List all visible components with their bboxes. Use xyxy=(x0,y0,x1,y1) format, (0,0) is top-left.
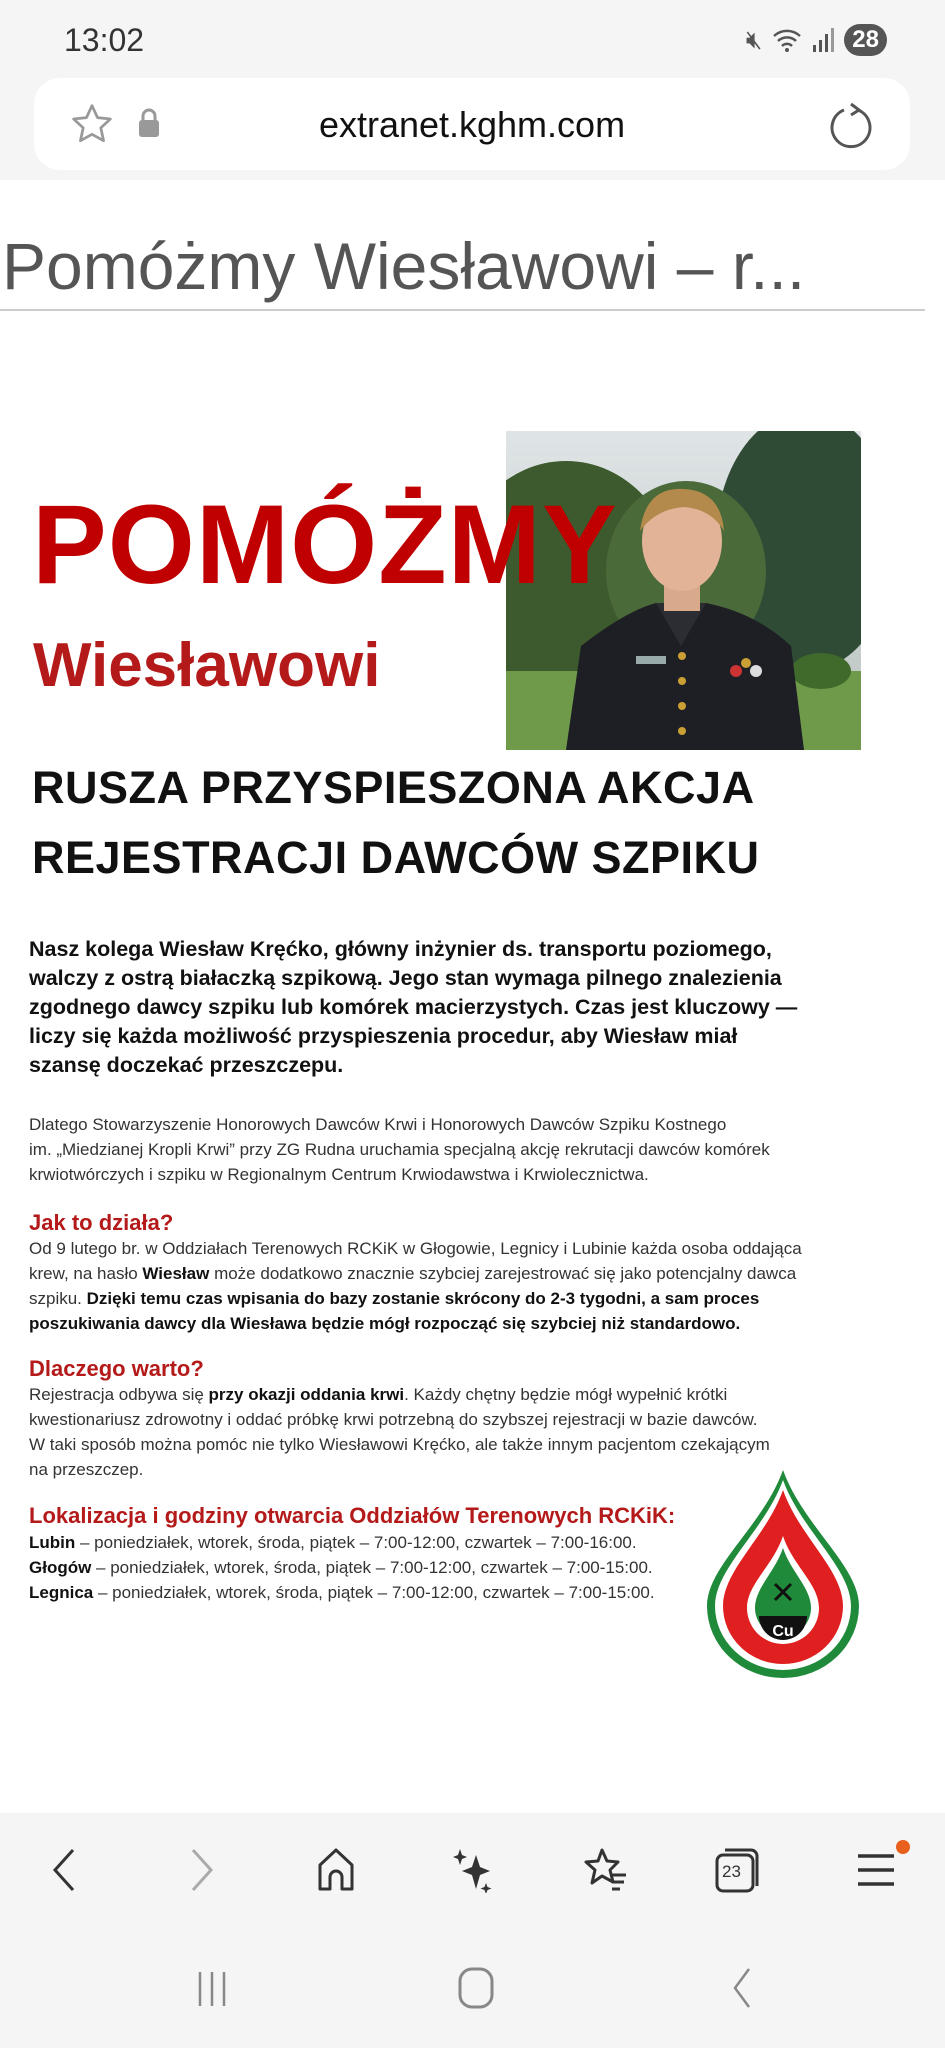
text-line xyxy=(29,1162,770,1187)
forward-button[interactable] xyxy=(172,1840,232,1900)
section-title-why: Dlaczego warto? xyxy=(29,1356,204,1381)
page-title: Pomóżmy Wiesławowi – r... xyxy=(2,229,806,303)
text-segment: szpiku. xyxy=(29,1289,87,1308)
wifi-icon xyxy=(772,27,802,53)
text-segment: na przeszczep. xyxy=(29,1460,144,1479)
text-line xyxy=(29,1112,770,1137)
battery-indicator: 28 xyxy=(844,24,887,56)
star-list-icon xyxy=(582,1847,630,1893)
why-paragraph xyxy=(29,1382,770,1482)
system-back-button[interactable] xyxy=(712,1960,772,2016)
intro-paragraph xyxy=(29,1112,770,1187)
bold-text: liczy się każda możliwość przyspieszenia procedur, aby Wiesław miał xyxy=(29,1024,738,1048)
section-title-locations: Lokalizacja i godziny otwarcia Oddziałów Terenowych RCKiK: xyxy=(29,1503,676,1528)
back-button[interactable] xyxy=(34,1840,94,1900)
tabs-count: 23 xyxy=(722,1862,741,1881)
chevron-left-icon xyxy=(49,1847,79,1893)
text-line xyxy=(29,1311,802,1336)
how-paragraph xyxy=(29,1236,802,1336)
clock: 13:02 xyxy=(64,22,145,58)
text-line xyxy=(29,1407,770,1432)
status-icons xyxy=(746,24,887,56)
bold-text: Nasz kolega Wiesław Kręćko, główny inżynier ds. transportu poziomego, xyxy=(29,937,772,961)
text-line xyxy=(29,1457,770,1482)
recent-apps-icon xyxy=(192,1968,232,2008)
bold-text: Lubin xyxy=(29,1533,76,1552)
bold-text: Głogów xyxy=(29,1558,92,1577)
text-segment: kwestionariusz zdrowotny i oddać próbkę krwi potrzebną do szybszej rejestracji w bazie dawców. xyxy=(29,1410,758,1429)
bold-text: Legnica xyxy=(29,1583,94,1602)
text-segment: – poniedziałek, wtorek, środa, piątek – 7:00-12:00, czwartek – 7:00-15:00. xyxy=(91,1558,653,1577)
headline-name: Wiesławowi xyxy=(33,631,381,700)
section-title-how: Jak to działa? xyxy=(29,1210,174,1235)
text-line xyxy=(29,1530,655,1555)
home-icon xyxy=(316,1847,356,1893)
reload-icon[interactable] xyxy=(828,100,874,150)
text-line xyxy=(29,1580,655,1605)
chevron-right-icon xyxy=(187,1847,217,1893)
system-back-icon xyxy=(727,1966,757,2010)
title-divider xyxy=(0,309,925,311)
text-segment: im. „Miedzianej Kropli Krwi” przy ZG Rudna uruchamia specjalną akcję rekrutacji dawców komórek xyxy=(29,1140,770,1159)
text-segment: Od 9 lutego br. w Oddziałach Terenowych RCKiK w Głogowie, Legnicy i Lubinie każda osoba oddająca xyxy=(29,1239,802,1258)
text-segment: – poniedziałek, wtorek, środa, piątek – 7:00-12:00, czwartek – 7:00-16:00. xyxy=(75,1533,637,1552)
text-segment: krwiotwórczych i szpiku w Regionalnym Centrum Krwiodawstwa i Krwiolecznictwa. xyxy=(29,1165,649,1184)
home-button[interactable] xyxy=(306,1840,366,1900)
bold-text: szansę doczekać przeszczepu. xyxy=(29,1053,344,1077)
notification-dot xyxy=(896,1840,910,1854)
menu-button[interactable] xyxy=(846,1840,906,1900)
bookmarks-button[interactable] xyxy=(576,1840,636,1900)
text-segment: krew, na hasło xyxy=(29,1264,143,1283)
text-line xyxy=(29,1022,797,1051)
text-line xyxy=(29,1286,802,1311)
text-line xyxy=(29,1432,770,1457)
url-text[interactable]: extranet.kghm.com xyxy=(318,104,626,145)
subheadline-line: RUSZA PRZYSPIESZONA AKCJA xyxy=(32,762,755,813)
bold-text: Dzięki temu czas wpisania do bazy zostanie skrócony do 2-3 tygodni, a sam proces xyxy=(86,1289,760,1308)
mute-icon: 🔇︎ xyxy=(745,24,763,54)
lead-paragraph xyxy=(29,935,797,1080)
text-line xyxy=(29,1555,655,1580)
bold-text: walczy z ostrą białaczką szpikową. Jego stan wymaga pilnego znalezienia xyxy=(29,966,782,990)
recent-apps-button[interactable] xyxy=(182,1960,242,2016)
bold-text: zgodnego dawcy szpiku lub komórek macierzystych. Czas jest kluczowy — xyxy=(29,995,798,1019)
text-line xyxy=(29,993,797,1022)
text-segment: . Każdy chętny będzie mógł wypełnić krótki xyxy=(404,1385,728,1404)
bold-text: poszukiwania dawcy dla Wiesława będzie mógł rozpocząć się szybciej niż standardowo. xyxy=(29,1314,741,1333)
hdk-association-logo xyxy=(703,1466,863,1680)
text-segment: Rejestracja odbywa się xyxy=(29,1385,209,1404)
system-home-button[interactable] xyxy=(446,1960,506,2016)
text-line xyxy=(29,1382,770,1407)
text-segment: – poniedziałek, wtorek, środa, piątek – 7:00-12:00, czwartek – 7:00-15:00. xyxy=(93,1583,655,1602)
text-line xyxy=(29,964,797,993)
home-pill-icon xyxy=(456,1966,496,2010)
text-line xyxy=(29,935,797,964)
tabs-button[interactable] xyxy=(708,1840,768,1900)
bold-text: Wiesław xyxy=(142,1264,210,1283)
hamburger-menu-icon xyxy=(854,1847,898,1893)
svg-text:Cu: Cu xyxy=(772,1623,794,1640)
locations-list xyxy=(29,1530,655,1605)
text-line xyxy=(29,1051,797,1080)
subheadline-line: REJESTRACJI DAWCÓW SZPIKU xyxy=(32,832,760,883)
text-line xyxy=(29,1137,770,1162)
text-segment: W taki sposób można pomóc nie tylko Wiesławowi Kręćko, ale także innym pacjentom czekającym xyxy=(29,1435,770,1454)
text-line xyxy=(29,1236,802,1261)
address-bar[interactable] xyxy=(34,78,910,170)
signal-icon xyxy=(812,27,834,53)
headline-main: POMÓŻMY xyxy=(32,482,618,607)
text-segment: może dodatkowo znacznie szybciej zarejestrować się jako potencjalny dawca xyxy=(209,1264,797,1283)
text-segment: Dlatego Stowarzyszenie Honorowych Dawców Krwi i Honorowych Dawców Szpiku Kostnego xyxy=(29,1115,727,1134)
sparkles-icon xyxy=(450,1847,494,1893)
bold-text: przy okazji oddania krwi xyxy=(208,1385,405,1404)
text-line xyxy=(29,1261,802,1286)
ai-assistant-button[interactable] xyxy=(442,1840,502,1900)
